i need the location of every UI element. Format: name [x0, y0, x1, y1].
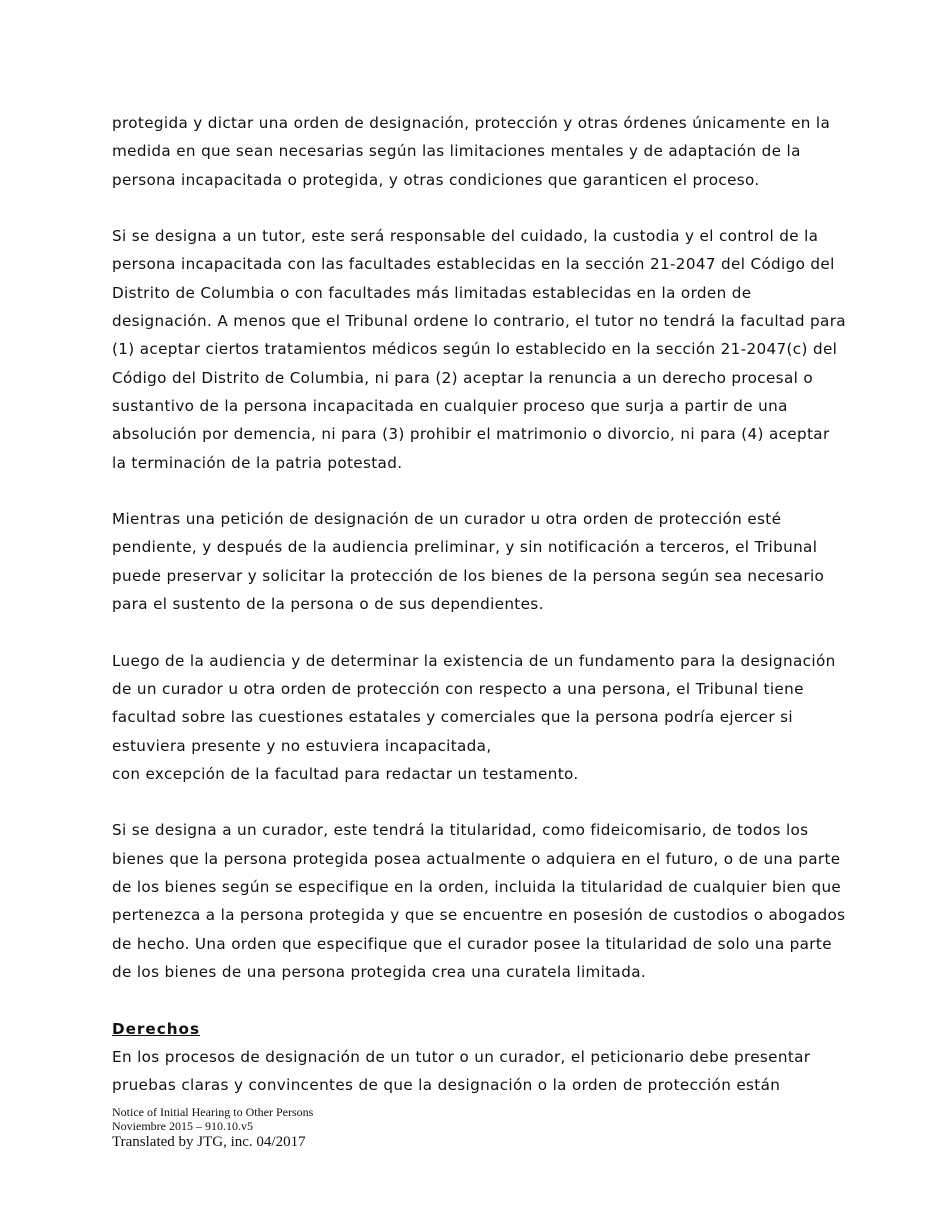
- text-line: medida en que sean necesarias según las limitaciones mentales y de adaptación de la: [112, 142, 801, 161]
- footer-translation-credit: Translated by JTG, inc. 04/2017: [112, 1134, 306, 1150]
- text-line: persona incapacitada o protegida, y otras condiciones que garanticen el proceso.: [112, 170, 760, 189]
- text-line: (1) aceptar ciertos tratamientos médicos según lo establecido en la sección 21-2047(c) del: [112, 340, 838, 359]
- text-line: con excepción de la facultad para redactar un testamento.: [112, 764, 579, 783]
- page-footer: [112, 1106, 313, 1151]
- text-line: de hecho. Una orden que especifique que el curador posee la titularidad de solo una parte: [112, 934, 832, 953]
- text-line: puede preservar y solicitar la protección de los bienes de la persona según sea necesario: [112, 566, 825, 585]
- text-line: la terminación de la patria potestad.: [112, 453, 403, 472]
- text-line: pertenezca a la persona protegida y que se encuentre en posesión de custodios o abogados: [112, 906, 846, 925]
- footer-form-version: Noviembre 2015 – 910.10.v5: [112, 1118, 253, 1133]
- text-line: pendiente, y después de la audiencia preliminar, y sin notificación a terceros, el Tribunal: [112, 538, 818, 557]
- text-line: protegida y dictar una orden de designación, protección y otras órdenes únicamente en la: [112, 114, 831, 132]
- text-line: Código del Distrito de Columbia, ni para (2) aceptar la renuncia a un derecho procesal o: [112, 368, 813, 387]
- text-line: En los procesos de designación de un tutor o un curador, el peticionario debe presentar: [112, 1047, 811, 1066]
- text-line: facultad sobre las cuestiones estatales y comerciales que la persona podría ejercer si: [112, 708, 793, 727]
- paragraph-pending-petition: [112, 505, 840, 618]
- text-line: de los bienes según se especifique en la orden, incluida la titularidad de cualquier bien que: [112, 878, 842, 897]
- text-line: Mientras una petición de designación de un curador u otra orden de protección esté: [112, 510, 782, 529]
- paragraph-guardian-duties: [112, 222, 846, 477]
- document-body: [112, 109, 846, 1128]
- text-line: bienes que la persona protegida posea actualmente o adquiera en el futuro, o de una parte: [112, 849, 841, 868]
- text-line: de un curador u otra orden de protección con respecto a una persona, el Tribunal tiene: [112, 679, 804, 698]
- text-line: Distrito de Columbia o con facultades más limitadas establecidas en la orden de: [112, 283, 752, 302]
- text-line: Si se designa a un tutor, este será responsable del cuidado, la custodia y el control de la: [112, 227, 819, 246]
- text-line: Luego de la audiencia y de determinar la existencia de un fundamento para la designación: [112, 651, 836, 670]
- text-line: absolución por demencia, ni para (3) prohibir el matrimonio o divorcio, ni para (4) aceptar: [112, 425, 830, 444]
- text-line: estuviera presente y no estuviera incapacitada,: [112, 736, 492, 755]
- text-line: sustantivo de la persona incapacitada en cualquier proceso que surja a partir de una: [112, 396, 788, 415]
- text-line: pruebas claras y convincentes de que la designación o la orden de protección están: [112, 1076, 781, 1095]
- section-heading-rights: Derechos: [112, 1019, 200, 1038]
- text-line: persona incapacitada con las facultades establecidas en la sección 21-2047 del Código del: [112, 255, 835, 274]
- text-line: de los bienes de una persona protegida crea una curatela limitada.: [112, 962, 647, 981]
- paragraph-court-powers: [112, 647, 840, 788]
- paragraph-scope-of-orders: [112, 109, 840, 194]
- text-line: Si se designa a un curador, este tendrá la titularidad, como fideicomisario, de todos los: [112, 821, 809, 840]
- paragraph-conservator-title: [112, 816, 846, 986]
- footer-form-title: Notice of Initial Hearing to Other Persons: [112, 1105, 314, 1119]
- text-line: designación. A menos que el Tribunal ordene lo contrario, el tutor no tendrá la facultad para: [112, 312, 846, 331]
- text-line: para el sustento de la persona o de sus dependientes.: [112, 595, 544, 614]
- paragraph-rights: [112, 1043, 840, 1100]
